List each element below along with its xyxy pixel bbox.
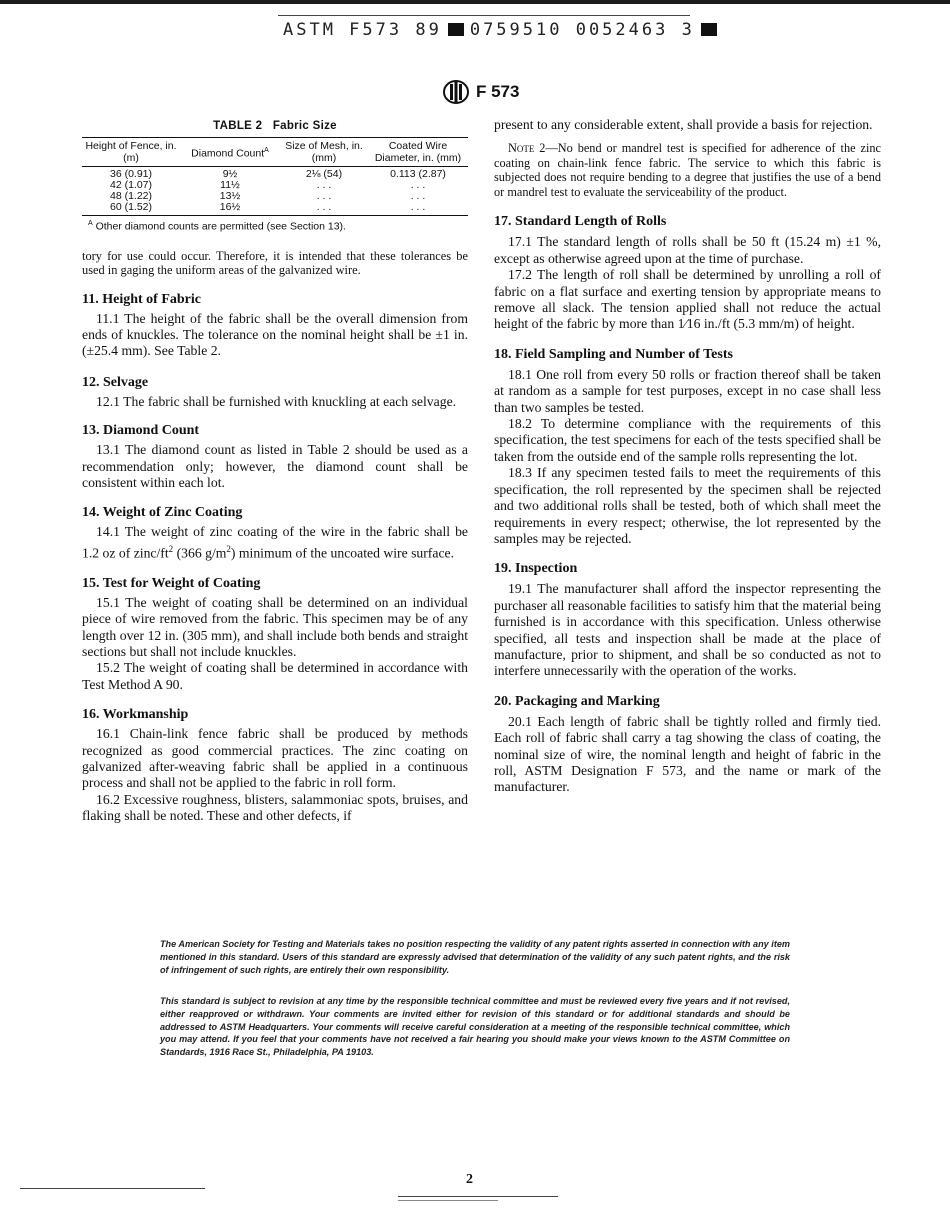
cell-wire: . . . <box>410 190 426 202</box>
document-id-header <box>283 20 723 40</box>
paragraph: 13.1 The diamond count as listed in Table 2 should be used as a recommendation only; however, the diamond count shall be consistent within each lot. <box>82 442 468 490</box>
paragraph: 11.1 The height of the fabric shall be the overall dimension from ends of knuckles. The tolerance on the nominal height shall be ±1 in. (±25.4 mm). See Table 2. <box>82 310 468 359</box>
cell-mesh: 2⅛ (54) <box>305 168 343 180</box>
paragraph: 16.2 Excessive roughness, blisters, salammoniac spots, bruises, and flaking shall be noted. These and other defects, if <box>82 791 468 824</box>
revision-disclaimer: This standard is subject to revision at any time by the responsible technical committee and must be reviewed every five years and if not revised, either reapproved or withdrawn. Your comments are invited either for revision of this standard or for additional standards and should be addressed to ASTM Headquarters. Your comments will receive careful consideration at a meeting of the responsible technical committee, which you may attend. If you feel that your comments have not received a fair hearing you should make your views known to the ASTM Committee on Standards, 1916 Race St., Philadelphia, PA 19103. <box>160 996 790 1058</box>
note-2: Note 2—No bend or mandrel test is specified for adherence of the zinc coating on chain-link fence fabric. The service to which this fabric is subjected does not require bending to a degree that justifies the use of a bend or mandrel test to evaluate the serviceability of the product. <box>494 141 881 199</box>
table-footnote: $^A$ Other diamond counts are permitted (see Section 13). <box>88 220 346 233</box>
table-header-row <box>82 138 468 167</box>
table-title <box>82 120 468 132</box>
col-header-wire: Coated Wire Diameter, in. (mm) <box>368 138 468 167</box>
section-heading-16: 16. Workmanship <box>82 707 189 723</box>
page-number: 2 <box>466 1172 473 1187</box>
cell-height: 36 (0.91) <box>109 168 153 180</box>
section-heading-11: 11. Height of Fabric <box>82 291 201 307</box>
patent-disclaimer: The American Society for Testing and Materials takes no position respecting the validity of any patent rights asserted in connection with any item mentioned in this standard. Users of this standard are expressly advised that determination of the validity of any such patent rights, and the risk of infringement of such rights, are entirely their own responsibility. <box>160 939 790 975</box>
left-column <box>82 115 468 825</box>
paragraph: tory for use could occur. Therefore, it is intended that these tolerances be used in gaging the uniform areas of the galvanized wire. <box>82 248 468 277</box>
astm-logo-icon <box>442 80 470 104</box>
footer-rule <box>398 1200 498 1201</box>
paragraph: 18.3 If any specimen tested fails to meet the requirements of this specification, the roll represented by the specimen shall be rejected and two additional rolls shall be tested, both of which shall meet the requirements in every respect; otherwise, the lot represented by the samples may be rejected. <box>494 465 881 546</box>
table-row <box>82 167 468 181</box>
paragraph: 19.1 The manufacturer shall afford the inspector representing the purchaser all reasonable facilities to satisfy him that the material being furnished is in accordance with this specification. Unless otherwise specified, all tests and inspection shall be made at the place of manufacture, prior to shipment, and shall be so conducted as not to interfere unnecessarily with the operation of the works. <box>494 581 881 679</box>
cell-diamond: 16½ <box>180 202 280 216</box>
section-heading-17: 17. Standard Length of Rolls <box>494 214 667 230</box>
paragraph: 20.1 Each length of fabric shall be tightly rolled and firmly tied. Each roll of fabric shall carry a tag showing the class of coating, the nominal size of wire, the nominal length and height of fabric in the roll, ASTM Designation F 573, and the name or mark of the manufacturer. <box>494 713 881 795</box>
designation-text: F 573 <box>476 82 520 101</box>
cell-diamond: 9½ <box>222 168 238 180</box>
paragraph: 18.2 To determine compliance with the requirements of this specification, the test specimens for each of the tests specified shall be taken from the outside end of the sample rolls representing the lot. <box>494 416 881 464</box>
cell-diamond: 11½ <box>220 179 240 191</box>
paragraph: 15.2 The weight of coating shall be determined in accordance with Test Method A 90. <box>82 660 468 692</box>
table-row <box>82 202 468 216</box>
cell-mesh: . . . <box>316 179 332 191</box>
cell-wire: 0.113 (2.87) <box>390 168 446 180</box>
col-header-mesh: Size of Mesh, in. (mm) <box>280 138 368 167</box>
cell-wire: . . . <box>410 179 426 191</box>
paragraph: 14.1 The weight of zinc coating of the wire in the fabric shall be 1.2 oz of zinc/$ft^2$ (366 $g/m^2$) minimum of the uncoated wire surface. <box>82 524 468 561</box>
right-column <box>494 117 881 796</box>
section-heading-12: 12. Selvage <box>82 374 149 390</box>
section-heading-19: 19. Inspection <box>494 561 578 577</box>
footer-rule <box>398 1196 558 1197</box>
cell-height: 48 (1.22) <box>109 190 153 202</box>
scan-top-edge <box>0 0 950 4</box>
paragraph: 12.1 The fabric shall be furnished with knuckling at each selvage. <box>96 393 457 409</box>
cell-height: 60 (1.52) <box>82 202 180 216</box>
paragraph: 17.2 The length of roll shall be determined by unrolling a roll of fabric on a flat surface and exerting tension by appropriate means to remove all slack. The tension applied shall not reduce the actual height of the fabric by more than 1⁄16 in./ft (5.3 mm/m) of height. <box>494 267 881 332</box>
fabric-size-table <box>82 137 468 216</box>
table-name: Fabric Size <box>272 120 337 132</box>
footer-rule <box>20 1188 205 1189</box>
cell-height: 42 (1.07) <box>109 179 153 191</box>
block-mark <box>701 23 717 36</box>
section-heading-14: 14. Weight of Zinc Coating <box>82 505 243 521</box>
section-heading-20: 20. Packaging and Marking <box>494 693 660 709</box>
section-heading-15: 15. Test for Weight of Coating <box>82 575 261 591</box>
block-mark <box>448 23 464 36</box>
paragraph: 18.1 One roll from every 50 rolls or fraction thereof shall be taken at random as a sample for test purposes, except in no case shall less than two samples be tested. <box>494 366 881 415</box>
cell-mesh: . . . <box>316 190 332 202</box>
paragraph: 17.1 The standard length of rolls shall be 50 ft (15.24 m) ±1 %, except as otherwise agreed upon at the time of purchase. <box>494 234 881 266</box>
col-header-height: Height of Fence, in. (m) <box>82 138 180 167</box>
section-heading-18: 18. Field Sampling and Number of Tests <box>494 346 733 362</box>
document-id-part2: 0759510 0052463 3 <box>469 20 695 40</box>
paragraph: 15.1 The weight of coating shall be determined on an individual piece of wire removed from the fabric. This specimen may be of any length over 12 in. (305 mm), and shall include both bends and straight sections but shall not include knuckles. <box>82 594 468 659</box>
col-header-diamond: Diamond Count$^A$ <box>180 138 280 167</box>
standard-designation <box>442 80 519 104</box>
cell-mesh: . . . <box>280 202 368 216</box>
header-rule <box>278 15 690 16</box>
paragraph: present to any considerable extent, shall provide a basis for rejection. <box>494 117 873 132</box>
paragraph: 16.1 Chain-link fence fabric shall be produced by methods recognized as good commercial practices. The zinc coating on galvanized after-weaving fabric shall be applied in a continuous process and shall not be applied to the fabric in roll form. <box>82 726 468 791</box>
table-label: TABLE 2 <box>213 120 263 132</box>
cell-wire: . . . <box>368 202 468 216</box>
document-id-part1: ASTM F573 89 <box>283 20 442 40</box>
cell-diamond: 13½ <box>219 190 241 202</box>
section-heading-13: 13. Diamond Count <box>82 423 200 439</box>
